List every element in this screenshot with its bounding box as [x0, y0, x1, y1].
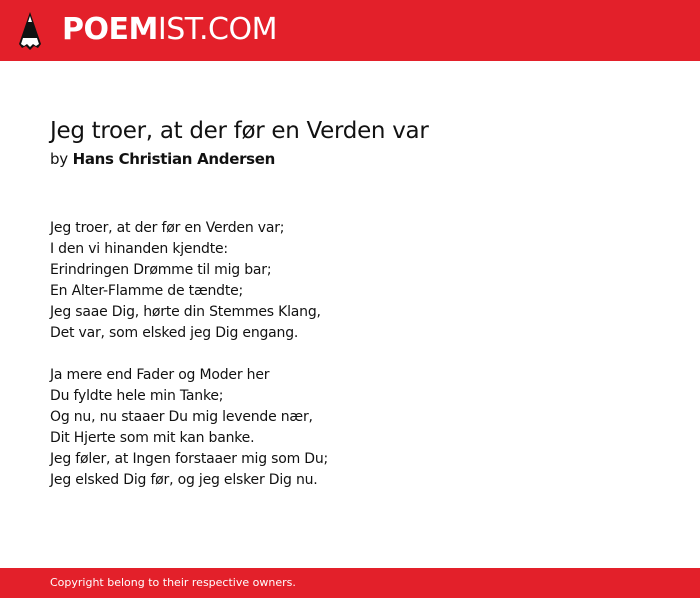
poem-title: Jeg troer, at der før en Verden var	[50, 118, 429, 144]
poem-line: Du fyldte hele min Tanke;	[50, 388, 224, 404]
poem-body	[50, 218, 650, 512]
poem-line: Jeg elsked Dig før, og jeg elsker Dig nu.	[50, 472, 318, 488]
poem-line: Jeg troer, at der før en Verden var;	[50, 220, 285, 236]
stanza	[50, 365, 650, 491]
pencil-icon	[18, 11, 42, 51]
author-name: Hans Christian Andersen	[72, 150, 276, 168]
site-footer	[0, 568, 700, 598]
stanza	[50, 218, 650, 344]
poem-line: Erindringen Drømme til mig bar;	[50, 262, 272, 278]
poem-line: Det var, som elsked jeg Dig engang.	[50, 325, 299, 341]
poem-line: Og nu, nu staaer Du mig levende nær,	[50, 409, 313, 425]
poem-line: Dit Hjerte som mit kan banke.	[50, 430, 255, 446]
site-logo[interactable]	[62, 12, 277, 48]
poem-line: Jeg føler, at Ingen forstaaer mig som Du;	[50, 451, 329, 467]
logo-light-text: IST.COM	[157, 12, 277, 47]
by-label: by	[50, 150, 68, 168]
byline	[50, 149, 275, 169]
site-header	[0, 0, 700, 61]
poem-line: I den vi hinanden kjendte:	[50, 241, 228, 257]
copyright-text: Copyright belong to their respective owners.	[50, 576, 296, 589]
poem-line: En Alter-Flamme de tændte;	[50, 283, 244, 299]
poem-line: Jeg saae Dig, hørte din Stemmes Klang,	[50, 304, 321, 320]
poem-line: Ja mere end Fader og Moder her	[50, 367, 270, 383]
logo-bold-text: POEM	[62, 12, 158, 47]
